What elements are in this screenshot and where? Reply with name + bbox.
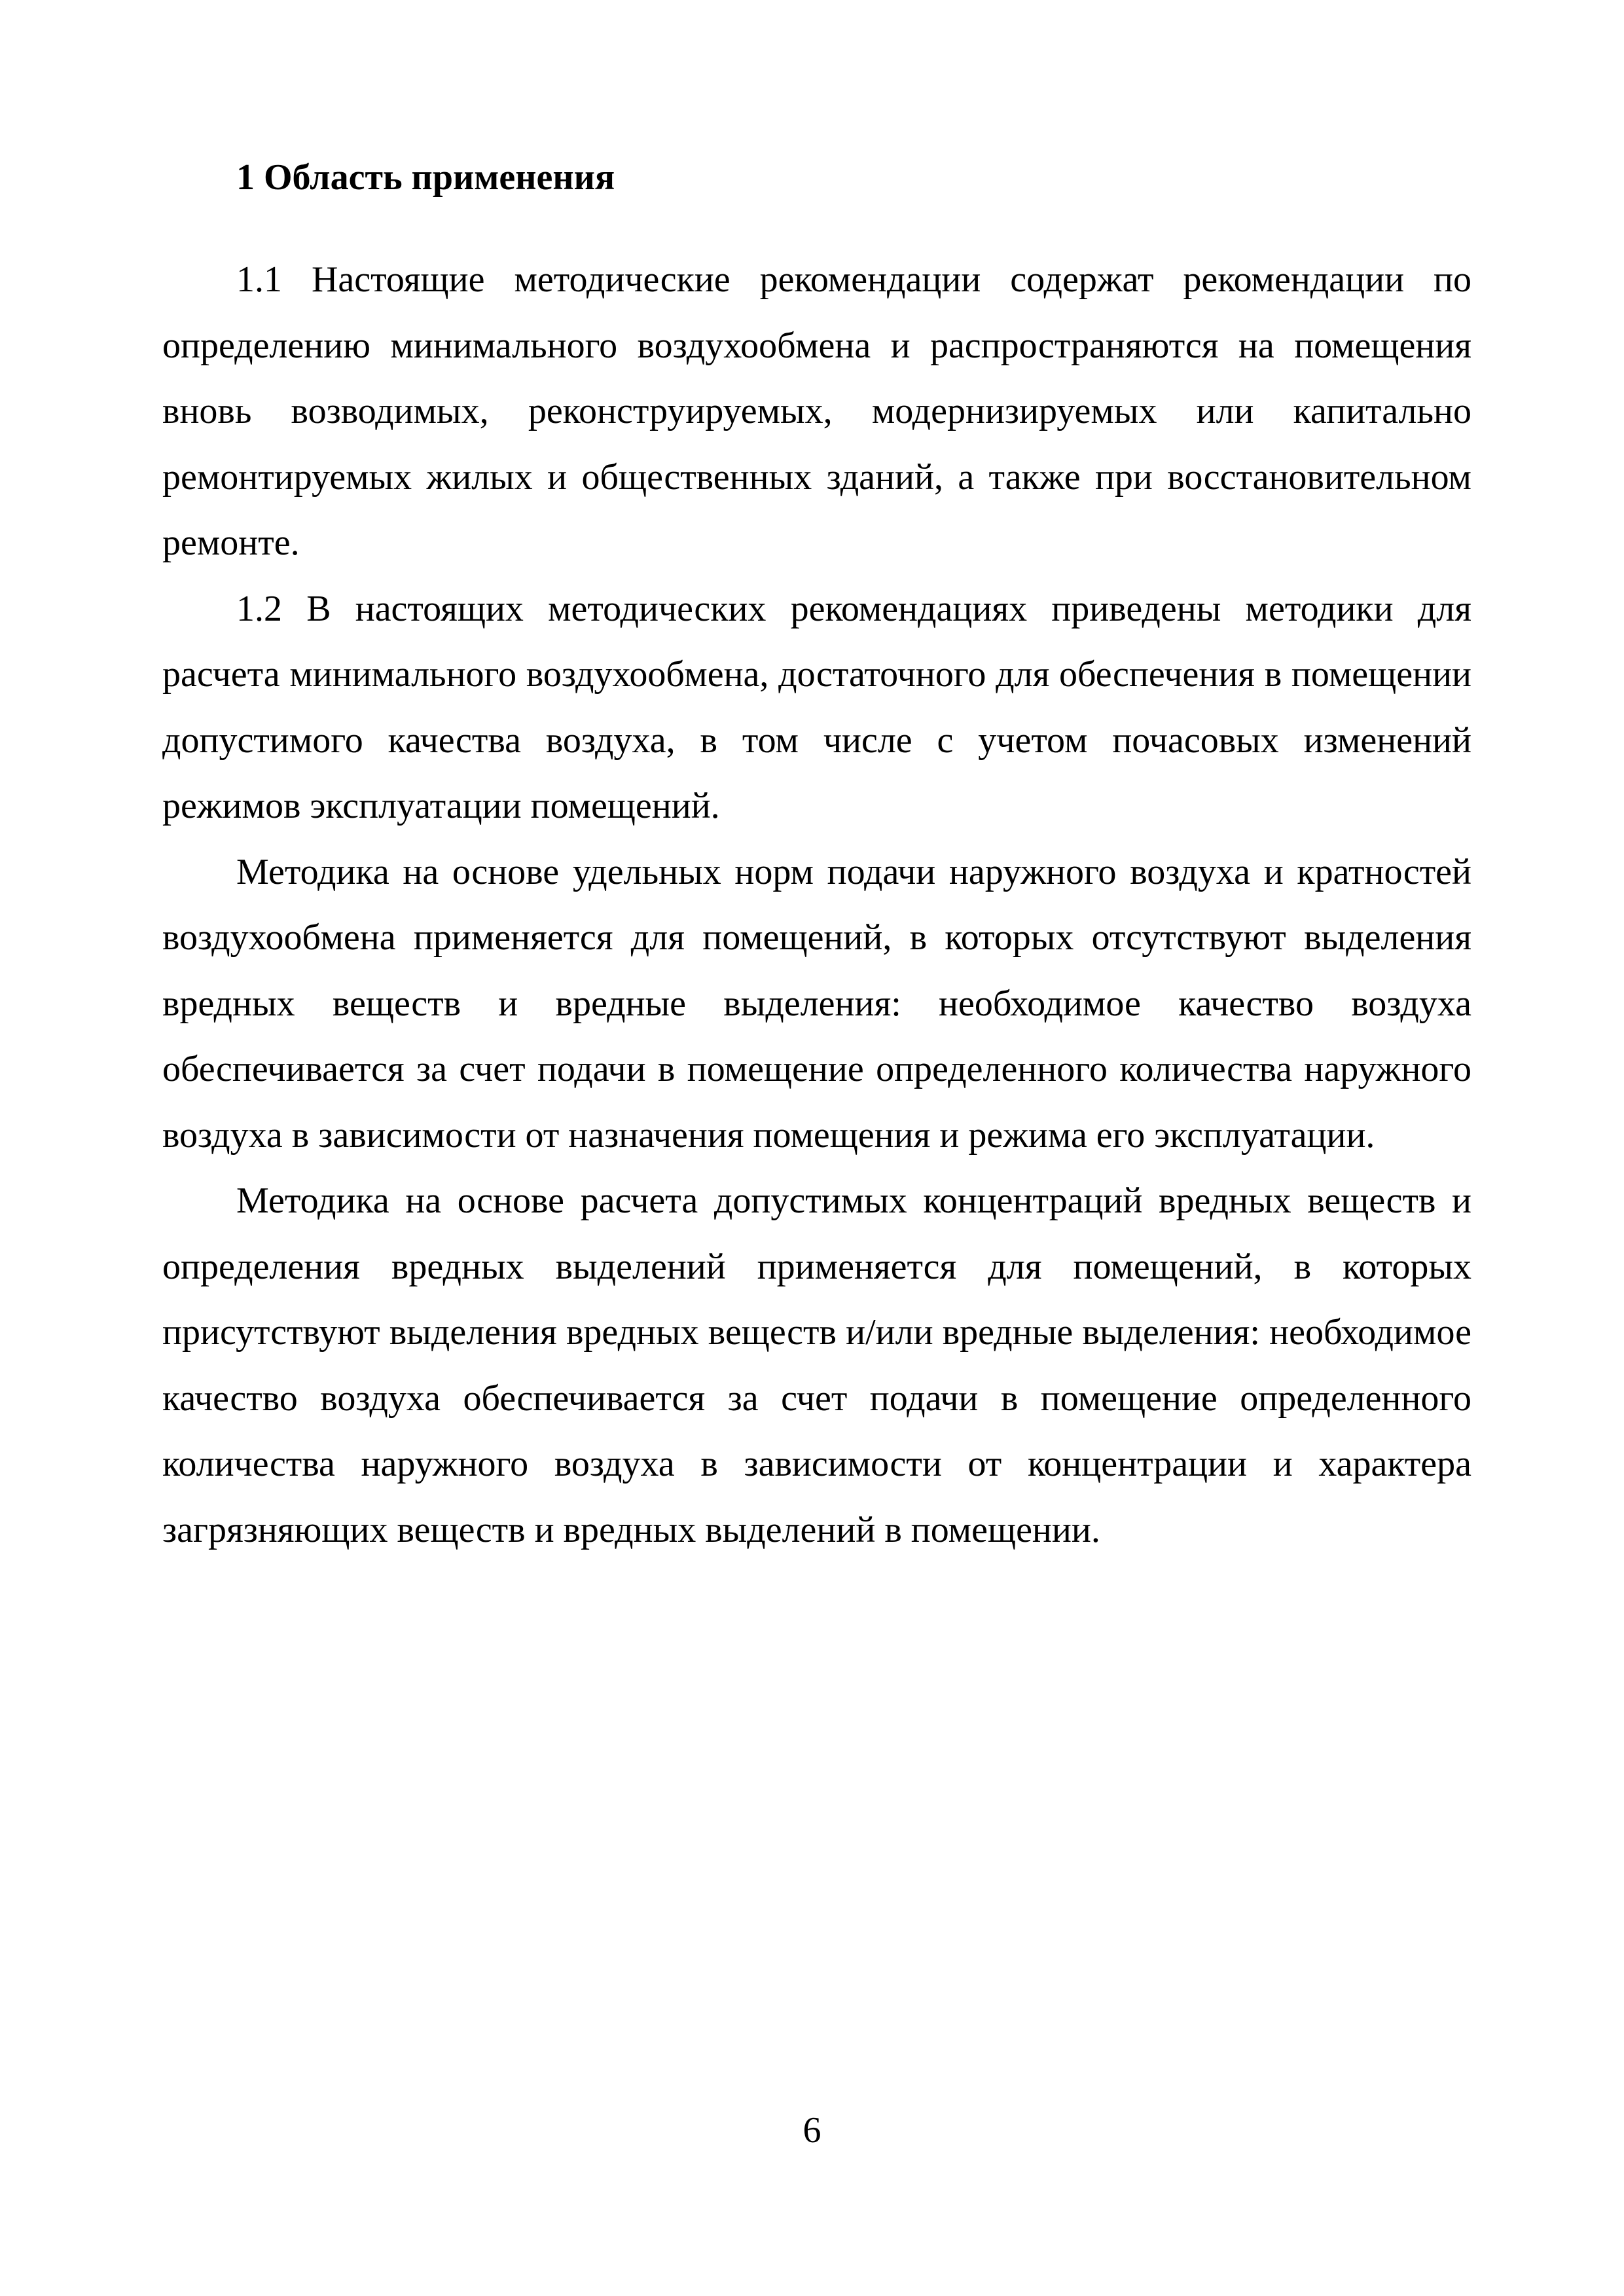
paragraph-method-concentrations: Методика на основе расчета допустимых концентраций вредных веществ и определения вредных выделений применяется для помещений, в которых присутствуют выделения вредных веществ и/или вредные выделения: необходимое качество воздуха обеспечивается за счет подачи в помещение определенного количества наружного воздуха в зависимости от концентрации и характера загрязняющих веществ и вредных выделений в помещении. bbox=[162, 1180, 1471, 1550]
section-heading: 1 Область применения bbox=[236, 157, 615, 198]
paragraph-method-specific-norms: Методика на основе удельных норм подачи наружного воздуха и кратностей воздухообмена применяется для помещений, в которых отсутствуют выделения вредных веществ и вредные выделения: необходимое качество воздуха обеспечивается за счет подачи в помещение определенного количества наружного воздуха в зависимости от назначения помещения и режима его эксплуатации. bbox=[162, 851, 1471, 1156]
page-number: 6 bbox=[803, 2110, 821, 2151]
page-content bbox=[162, 154, 1471, 1563]
paragraph-1-1: 1.1 Настоящие методические рекомендации содержат рекомендации по определению минимального воздухообмена и распространяются на помещения вновь возводимых, реконструируемых, модернизируемых или капитально ремонтируемых жилых и общественных зданий, а также при восстановительном ремонте. bbox=[162, 259, 1471, 563]
paragraph-1-2: 1.2 В настоящих методических рекомендациях приведены методики для расчета минимального воздухообмена, достаточного для обеспечения в помещении допустимого качества воздуха, в том числе с учетом почасовых изменений режимов эксплуатации помещений. bbox=[162, 588, 1471, 826]
